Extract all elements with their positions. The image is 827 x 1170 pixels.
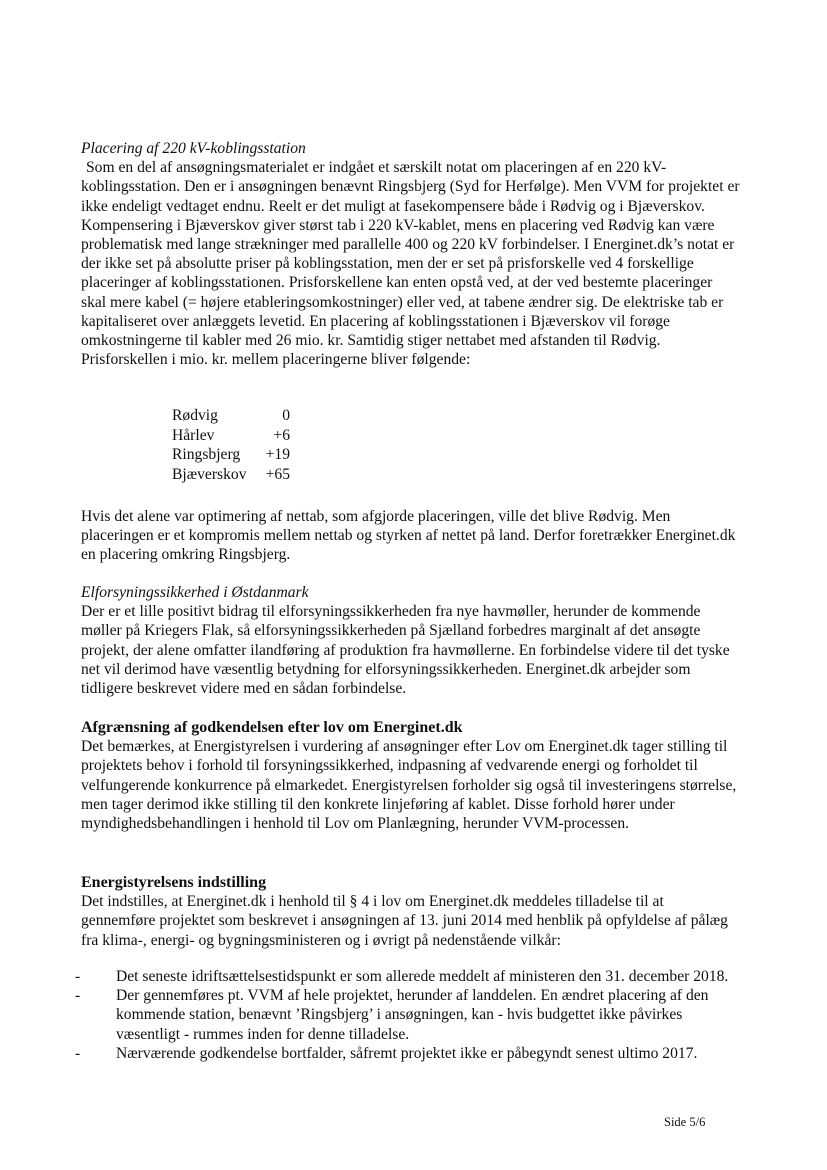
- condition-text: Det seneste idriftsættelsestidspunkt er som allerede meddelt af ministeren den 31. december 2018.: [116, 968, 729, 985]
- conditions-list: [75, 967, 741, 1063]
- heading-placering: Placering af 220 kV-koblingsstation: [81, 140, 306, 157]
- price-difference: +65: [265, 465, 290, 483]
- price-difference: +19: [265, 446, 290, 464]
- section-afgraensning: [81, 718, 741, 833]
- location-name: Ringsbjerg: [172, 446, 241, 464]
- table-row: [172, 406, 290, 426]
- list-item: [75, 986, 741, 1044]
- condition-text: Der gennemføres pt. VVM af hele projektet, herunder af landdelen. En ændret placering af den kommende station, benævnt ’Ringsbjerg’ i ansøgningen, kan - hvis budgettet ikke påvirkes væsentligt - rummes inden for denne tilladelse.: [116, 987, 709, 1043]
- price-difference: 0: [282, 407, 290, 424]
- table-row: [172, 426, 290, 446]
- section-elforsyning: [81, 583, 741, 698]
- list-dash: -: [75, 987, 81, 1005]
- paragraph-afgraensning: Det bemærkes, at Energistyrelsen i vurdering af ansøgninger efter Lov om Energinet.dk tager stilling til projektets behov i forhold til forsyningssikkerhed, indpasning af vedvarende energi og forholdet til velfungerende konkurrence på elmarkedet. Energistyrelsen forholder sig også til investeringens størrelse, men tager derimod ikke stilling til den konkrete linjeføring af kablet. Disse forhold hører under myndighedsbehandlingen i henhold til Lov om Planlægning, herunder VVM-processen.: [81, 738, 737, 833]
- location-name: Rødvig: [172, 407, 218, 424]
- list-dash: -: [75, 1044, 81, 1062]
- list-item: [75, 1044, 741, 1063]
- paragraph-elforsyning: Der er et lille positivt bidrag til elforsyningssikkerheden fra nye havmøller, herunder de kommende møller på Kriegers Flak, så elforsyningssikkerheden på Sjælland forbedres marginalt af det ansøgte projekt, der alene omfatter ilandføring af produktion fra havmøllerne. En forbindelse videre til det tyske net vil derimod have væsentlig betydning for elforsyningssikkerheden. Energinet.dk arbejder som tidligere beskrevet videre med en sådan forbindelse.: [81, 603, 730, 698]
- price-difference-table: [172, 406, 290, 484]
- section-placering: [81, 139, 741, 369]
- section-placering-conclusion: [81, 507, 741, 565]
- location-name: Hårlev: [172, 426, 215, 444]
- price-difference: +6: [273, 426, 290, 444]
- location-name: Bjæverskov: [172, 465, 247, 483]
- table-row: [172, 445, 290, 465]
- paragraph-placering-2: Hvis det alene var optimering af nettab, som afgjorde placeringen, ville det blive Rødvig. Men placeringen er et kompromis mellem nettab og styrken af nettet på land. Derfor foretrækker Energinet.dk en placering omkring Ringsbjerg.: [81, 508, 736, 564]
- heading-elforsyning: Elforsyningssikkerhed i Østdanmark: [81, 584, 309, 601]
- section-indstilling: [81, 873, 741, 950]
- list-item: [75, 967, 741, 986]
- condition-text: Nærværende godkendelse bortfalder, såfremt projektet ikke er påbegyndt senest ultimo 2017.: [116, 1044, 698, 1062]
- table-row: [172, 465, 290, 485]
- heading-afgraensning: Afgrænsning af godkendelsen efter lov om Energinet.dk: [81, 719, 463, 736]
- paragraph-indstilling: Det indstilles, at Energinet.dk i henhold til § 4 i lov om Energinet.dk meddeles tilladelse til at gennemføre projektet som beskrevet i ansøgningen af 13. juni 2014 med henblik på opfyldelse af pålæg fra klima-, energi- og bygningsministeren og i øvrigt på nedenstående vilkår:: [81, 893, 728, 949]
- heading-indstilling: Energistyrelsens indstilling: [81, 874, 267, 891]
- paragraph-placering-1: Som en del af ansøgningsmaterialet er indgået et særskilt notat om placeringen af en 220 kV-koblingsstation. Den er i ansøgningen benævnt Ringsbjerg (Syd for Herfølge). Men VVM for projektet er ikke endeligt vedtaget endnu. Reelt er det muligt at fasekompensere både i Rødvig og i Bjæverskov. Kompensering i Bjæverskov giver størst tab i 220 kV-kablet, mens en placering ved Rødvig kan være problematisk med lange strækninger med parallelle 400 og 220 kV forbindelser. I Energinet.dk’s notat er der ikke set på absolutte priser på koblingsstation, men der er set på prisforskelle ved 4 forskellige placeringer af koblingsstationen. Prisforskellene kan enten opstå ved, at der ved bestemte placeringer skal mere kabel (= højere etableringsomkostninger) eller ved, at tabene ændrer sig. De elektriske tab er kapitaliseret over anlæggets levetid. En placering af koblingsstationen i Bjæverskov vil forøge omkostningerne til kabler med 26 mio. kr. Samtidig stiger nettabet med afstanden til Rødvig. Prisforskellen i mio. kr. mellem placeringerne bliver følgende:: [81, 159, 740, 369]
- list-dash: -: [75, 968, 81, 985]
- page-number: Side 5/6: [664, 1115, 706, 1129]
